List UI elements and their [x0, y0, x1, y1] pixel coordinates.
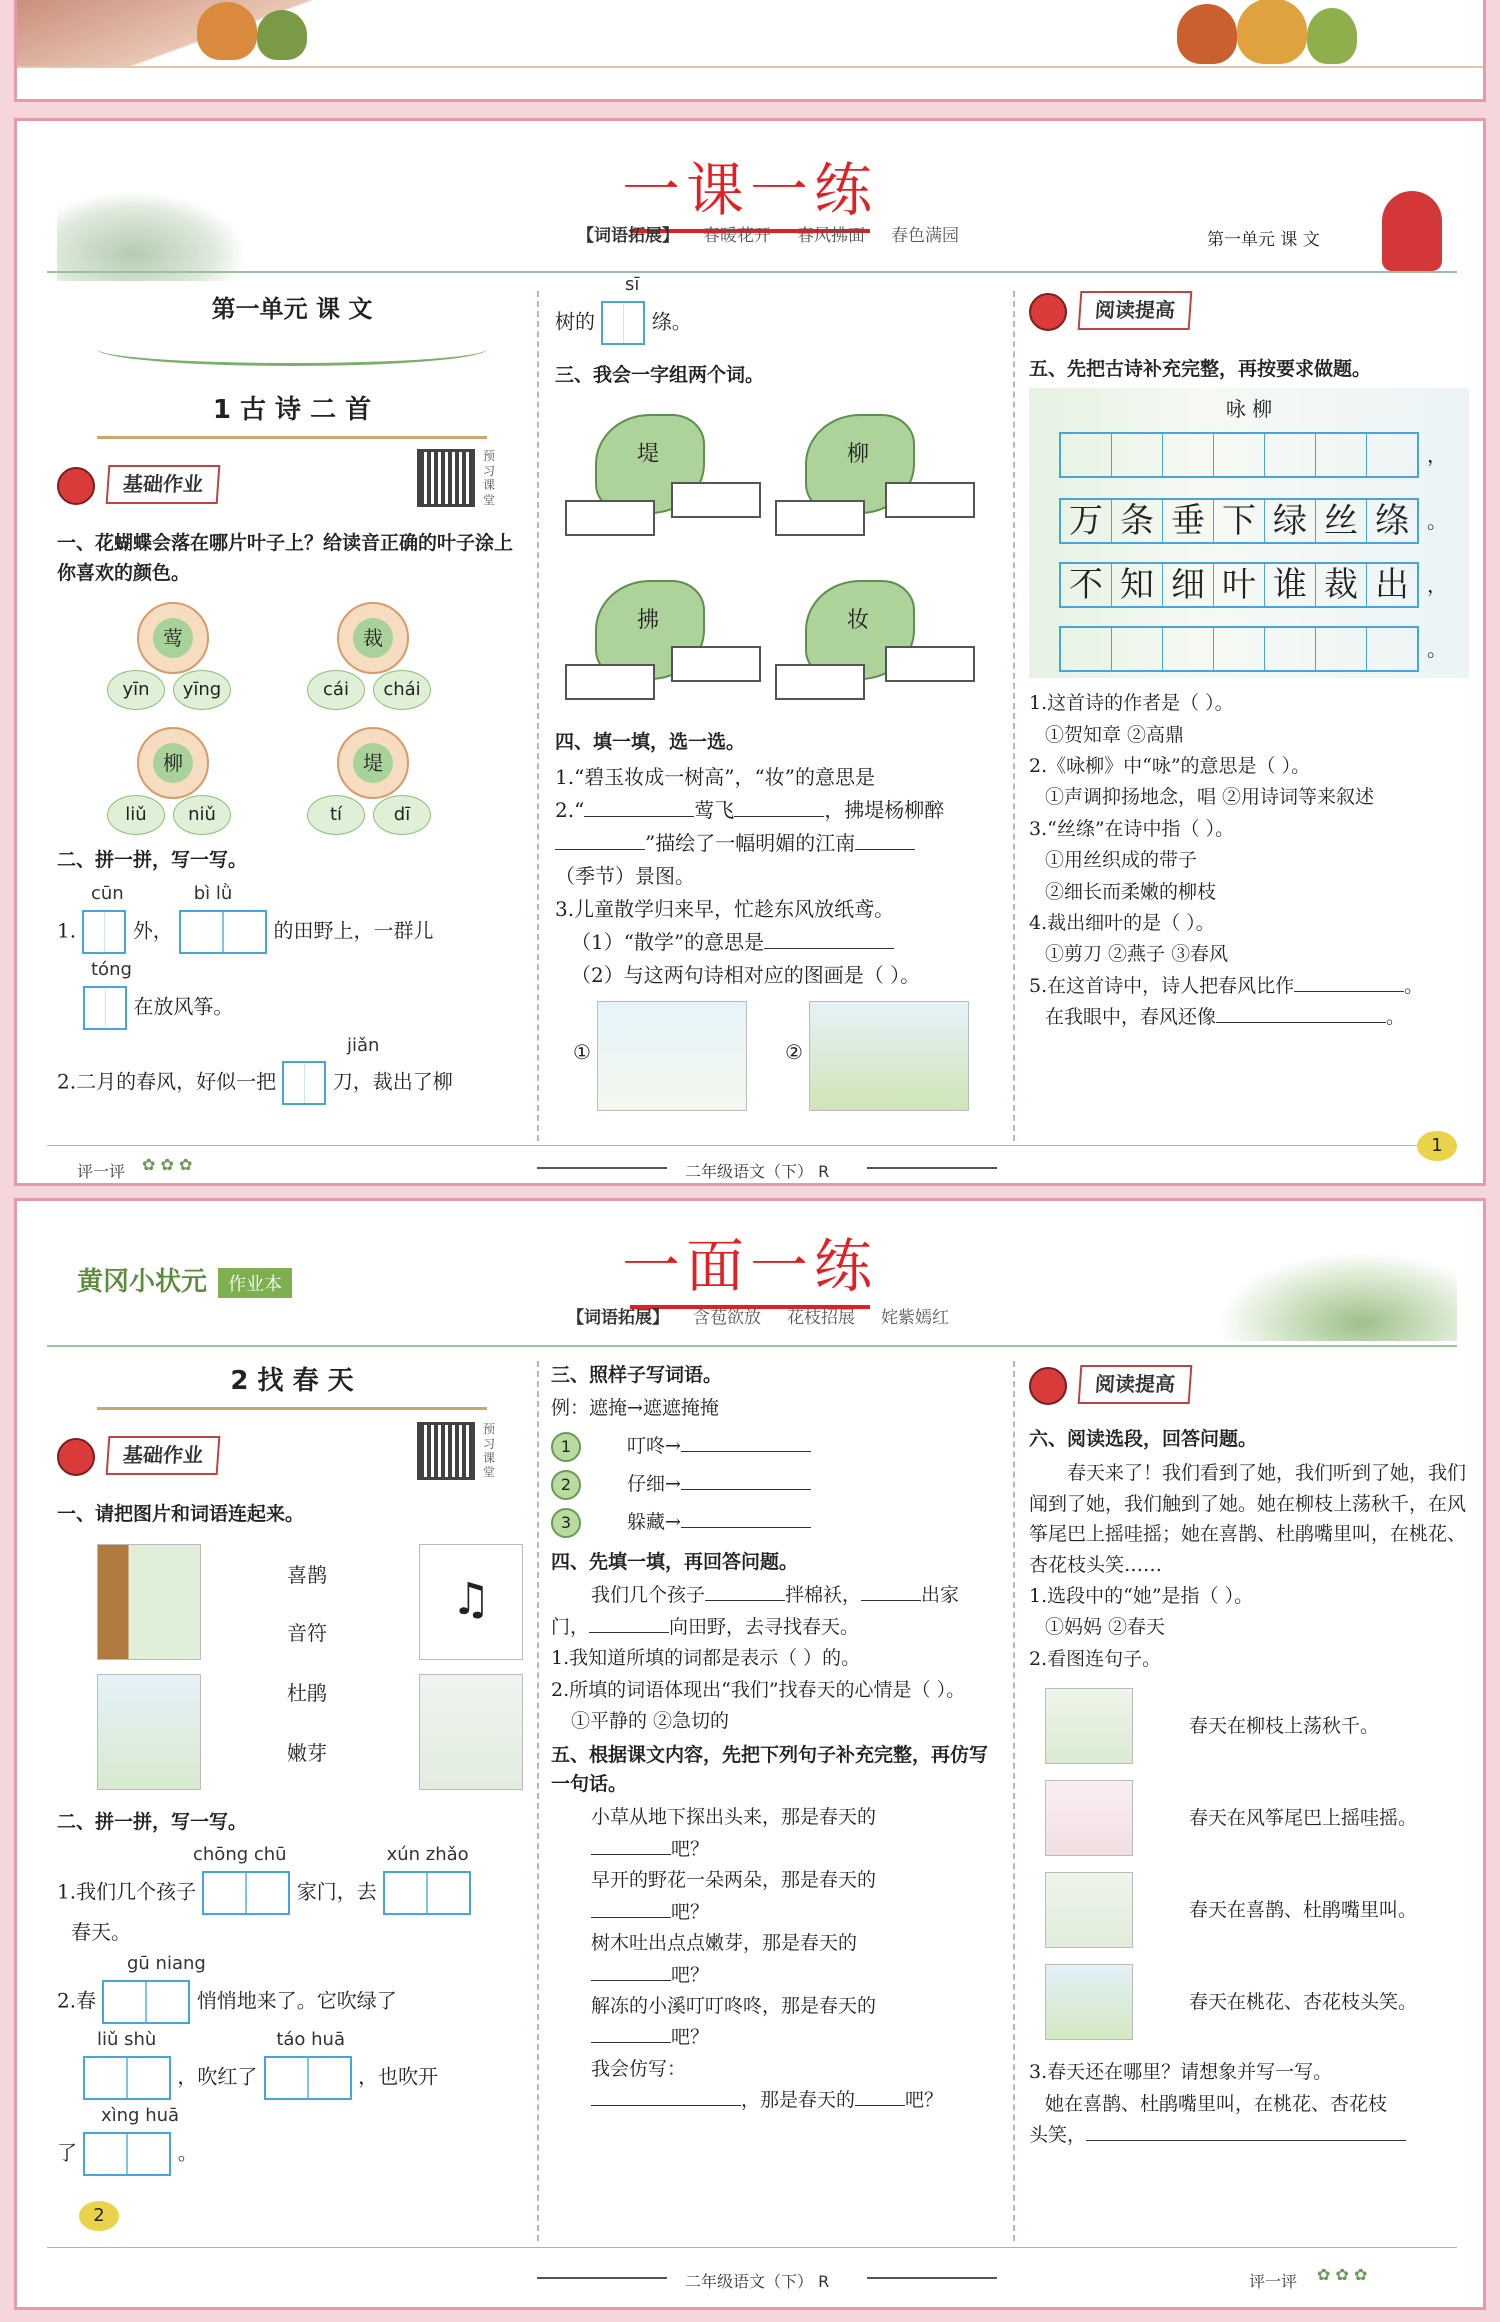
- word-box[interactable]: [885, 646, 975, 682]
- reading-badge: 阅读提高: [1078, 1365, 1193, 1404]
- question-5: 五、根据课文内容，先把下列句子补充完整，再仿写一句话。: [551, 1743, 989, 1795]
- sentence-line: 早开的野花一朵两朵，那是春天的: [591, 1869, 877, 1892]
- answer-box[interactable]: [179, 910, 267, 954]
- reading-options[interactable]: ①用丝织成的带子: [1045, 849, 1198, 872]
- magpie-branch-picture[interactable]: [1045, 1688, 1133, 1764]
- word-item[interactable]: 喜鹊: [287, 1562, 327, 1587]
- reading-q: 1.选段中的“她”是指（ ）。: [1029, 1585, 1254, 1607]
- footer-divider: [47, 1145, 1457, 1146]
- reading-passage: 春天来了！我们看到了她，我们听到了她，我们闻到了她，我们触到了她。她在柳枝上荡秋千，在风筝尾巴上摇哇摇；她在喜鹊、杜鹃嘴里叫，在桃花、杏花枝头笑……: [1029, 1462, 1467, 1576]
- answer-box[interactable]: [383, 1871, 471, 1915]
- question-3: 三、我会一字组两个词。: [555, 363, 765, 386]
- qr-label: 预习课堂: [483, 449, 496, 507]
- mascot-icon: [57, 467, 95, 505]
- footer-divider: [47, 2247, 1457, 2248]
- example: 例：遮掩→遮遮掩掩: [551, 1397, 719, 1420]
- answer-box[interactable]: [202, 1871, 290, 1915]
- rating-label: 评一评: [77, 1162, 126, 1181]
- top-strip: [14, 0, 1486, 102]
- pinyin-row: tóng: [91, 958, 132, 980]
- sentence-item[interactable]: 春天在桃花、杏花枝头笑。: [1189, 1991, 1418, 2014]
- reading-q: 5.在这首诗中，诗人把春风比作 。: [1029, 974, 1424, 997]
- reading-options[interactable]: ①剪刀 ②燕子 ③春风: [1045, 943, 1229, 966]
- sentence-line: 吧？: [591, 1835, 1001, 1864]
- column-divider: [537, 291, 539, 1141]
- option-label[interactable]: ②: [785, 1039, 803, 1064]
- rating-label: 评一评: [1249, 2272, 1298, 2291]
- reading-options[interactable]: ①贺知章 ②高鼎: [1045, 723, 1185, 746]
- column-divider: [1013, 291, 1015, 1141]
- worksheet-title: 一面一练: [17, 1219, 1483, 1309]
- picture-sentence-matching: [1029, 1676, 1469, 2056]
- fill-line: 2.二月的春风，好似一把 刀，裁出了柳: [57, 1061, 527, 1105]
- brand-name: 黄冈小状元: [77, 1267, 208, 1297]
- tree-illustration: [1237, 0, 1307, 64]
- mascot-icon: [57, 1438, 95, 1476]
- lesson-heading: 1 古 诗 二 首: [212, 395, 372, 426]
- poem-line-row: 万 条 垂 下 绿 丝 绦: [1059, 498, 1419, 544]
- vine-decoration: [97, 332, 487, 366]
- option-label[interactable]: ①: [573, 1039, 591, 1064]
- basic-homework-row: [57, 449, 527, 525]
- word-box[interactable]: [565, 500, 655, 536]
- fill-line: ，吹红了 ，也吹开: [57, 2056, 527, 2100]
- kids-kite-picture: [809, 1001, 969, 1111]
- reading-q: 在我眼中，春风还像 。: [1045, 1005, 1406, 1028]
- header-divider: [47, 1345, 1457, 1347]
- word-item[interactable]: 音符: [287, 1620, 327, 1645]
- lesson-underline: [97, 436, 487, 439]
- qr-code-icon[interactable]: [417, 449, 475, 507]
- word-item: 1 叮咚→: [551, 1432, 1001, 1462]
- flower-item[interactable]: 堤 tí dī: [317, 727, 427, 817]
- word-item: 2 仔细→: [551, 1470, 1001, 1500]
- reading-options[interactable]: ①妈妈 ②春天: [1045, 1616, 1166, 1639]
- willow-picture[interactable]: [1045, 1872, 1133, 1948]
- pinyin-row: gū niang: [127, 1953, 206, 1975]
- pinyin-row: liǔ shù táo huā: [97, 2028, 345, 2050]
- sentence-line: 吧？: [591, 1961, 1001, 1990]
- question-3: 三、照样子写词语。: [551, 1364, 723, 1386]
- brand-sub: 作业本: [218, 1268, 292, 1298]
- matching-area: [57, 1534, 527, 1804]
- reading-answer: 头笑，: [1029, 2121, 1469, 2150]
- pinyin-row: cūn bì lǜ: [91, 882, 233, 904]
- footer-line: [867, 1167, 997, 1169]
- cuckoo-picture[interactable]: [419, 1674, 523, 1790]
- fill-line: 1.“碧玉妆成一树高”，“妆”的意思是: [555, 764, 875, 789]
- footer-grade: 二年级语文（下） R: [685, 2272, 830, 2291]
- question-2: 二、拼一拼，写一写。: [57, 1810, 248, 1833]
- fill-line: （2）与这两句诗相对应的图画是（ ）。: [571, 962, 921, 987]
- fill-line: 1.我们几个孩子 家门，去: [57, 1871, 527, 1915]
- fill-line: 1. 外， 的田野上，一群儿: [57, 910, 527, 954]
- sentence-line: 小草从地下探出头来，那是春天的: [591, 1806, 877, 1829]
- answer-box[interactable]: [83, 2056, 171, 2100]
- sentence-line: 树木吐出点点嫩芽，那是春天的: [591, 1932, 858, 1955]
- worksheet-one-lesson: [14, 118, 1486, 1186]
- qr-label: 预习课堂: [483, 1422, 496, 1480]
- fill-line: 树的 绦。: [555, 301, 1005, 345]
- reading-answer: 她在喜鹊、杜鹃嘴里叫，在桃花、杏花枝: [1045, 2092, 1388, 2115]
- reading-q: 3.春天还在哪里？请想象并写一写。: [1029, 2061, 1333, 2084]
- worksheet-title: 一课一练: [17, 143, 1483, 233]
- leaf-item: 妆: [805, 580, 925, 690]
- answer-box[interactable]: [102, 1980, 190, 2024]
- basic-homework-badge: 基础作业: [106, 465, 221, 504]
- pinyin-row: sī: [625, 274, 640, 295]
- reading-options[interactable]: ①声调抑扬地念，唱 ②用诗词等来叙述: [1045, 786, 1375, 809]
- column-left: [57, 1361, 527, 2178]
- fill-line: 2.“ 莺飞 ，拂堤杨柳醉: [555, 797, 945, 822]
- question-2: 二、拼一拼，写一写。: [57, 849, 248, 872]
- reading-q: 2.《咏柳》中“咏”的意思是（ ）。: [1029, 755, 1311, 778]
- question-1: 一、请把图片和词语连起来。: [57, 1503, 305, 1526]
- word-item[interactable]: 杜鹃: [287, 1680, 327, 1705]
- word-box[interactable]: [775, 500, 865, 536]
- music-notes-picture[interactable]: ♫: [419, 1544, 523, 1660]
- poem-blank-row[interactable]: [1059, 432, 1419, 478]
- answer-box[interactable]: [264, 2056, 352, 2100]
- word-box[interactable]: [565, 664, 655, 700]
- word-extension: 【词语拓展】 春暖花开 春风拂面 春色满园: [577, 226, 959, 246]
- question-6: 六、阅读选段，回答问题。: [1029, 1428, 1258, 1450]
- fill-line: ”描绘了一幅明媚的江南: [555, 828, 1005, 859]
- tree-illustration: [1177, 4, 1237, 64]
- sentence-item[interactable]: 春天在喜鹊、杜鹃嘴里叫。: [1189, 1899, 1418, 1922]
- word-item[interactable]: 嫩芽: [287, 1740, 327, 1765]
- footer-line: [537, 1167, 667, 1169]
- divider: [17, 66, 1483, 68]
- flower-item[interactable]: 柳 liǔ niǔ: [117, 727, 227, 817]
- qr-code-icon[interactable]: [417, 1422, 475, 1480]
- question-5: 五、先把古诗补充完整，再按要求做题。: [1029, 358, 1372, 380]
- word-extension: 【词语拓展】 含苞欲放 花枝招展 姹紫嫣红: [567, 1308, 949, 1328]
- reading-badge: 阅读提高: [1078, 291, 1193, 330]
- poem-block: [1029, 388, 1469, 678]
- reading-q: 4.裁出细叶的是（ ）。: [1029, 911, 1215, 934]
- question-line: 1.我知道所填的词都是表示（ ）的。: [551, 1647, 861, 1670]
- reading-q: 1.这首诗的作者是（ ）。: [1029, 692, 1234, 715]
- question-line: 2.所填的词语体现出“我们”找春天的心情是（ ）。: [551, 1678, 966, 1701]
- magpie-picture[interactable]: [97, 1674, 201, 1790]
- footer-line: [537, 2277, 667, 2279]
- passage-line: 我们几个孩子 拌棉袄， 出家: [591, 1584, 960, 1607]
- unit-title: 第一单元 课 文: [211, 295, 373, 323]
- reading-q: 2.看图连句子。: [1029, 1647, 1162, 1670]
- question-4: 四、填一填，选一选。: [555, 731, 746, 754]
- footer-grade: 二年级语文（下） R: [685, 1162, 830, 1181]
- options-line[interactable]: ①平静的 ②急切的: [571, 1710, 730, 1733]
- mascot-icon: [1029, 293, 1067, 331]
- basic-homework-row: [57, 1422, 527, 1496]
- fill-line: 2.春 悄悄地来了。它吹绿了: [57, 1980, 527, 2024]
- passage-line: 门， 向田野，去寻找春天。: [551, 1615, 860, 1638]
- word-item: 3 躲藏→: [551, 1508, 1001, 1538]
- page-number: 2: [79, 2201, 119, 2231]
- reading-options[interactable]: ②细长而柔嫩的柳枝: [1045, 880, 1217, 903]
- column-right: [1029, 1365, 1469, 2153]
- word-box[interactable]: [671, 646, 761, 682]
- reading-header: [1029, 291, 1469, 351]
- mascot-icon: [1029, 1367, 1067, 1405]
- landscape-illustration: [1217, 1251, 1457, 1341]
- pinyin-row: jiǎn: [347, 1034, 380, 1056]
- tree-illustration: [257, 10, 307, 60]
- rating-icons[interactable]: ✿ ✿ ✿: [1317, 2265, 1368, 2284]
- brand-logo: [77, 1261, 292, 1298]
- reading-questions: [1029, 688, 1469, 1033]
- sentence-item[interactable]: 春天在柳枝上荡秋千。: [1189, 1715, 1380, 1738]
- picture-options: [555, 993, 1005, 1113]
- number-badge-icon: 1: [551, 1432, 581, 1462]
- poem-line-row: 不 知 细 叶 谁 裁 出: [1059, 562, 1419, 608]
- sentence-line: ，那是春天的 吧？: [591, 2086, 1001, 2115]
- column-middle: [551, 1357, 1001, 2118]
- leaf-item: 柳: [805, 414, 925, 524]
- unit-header: 第一单元 课 文: [1207, 230, 1320, 250]
- column-right: [1029, 291, 1469, 1033]
- word-box[interactable]: [775, 664, 865, 700]
- sentence-completion: [551, 1803, 1001, 2115]
- sentence-line: 吧？: [591, 1898, 1001, 1927]
- column-divider: [1013, 1361, 1015, 2241]
- page-number: 1: [1417, 1131, 1457, 1161]
- number-badge-icon: 3: [551, 1508, 581, 1538]
- punctuation: 。: [1427, 637, 1447, 662]
- mascot-icon: [1382, 191, 1442, 271]
- fill-line: 在放风筝。: [57, 986, 527, 1030]
- punctuation: ，: [1427, 573, 1447, 598]
- footer-line: [867, 2277, 997, 2279]
- column-divider: [537, 1361, 539, 2241]
- reading-q: 3.“丝绦”在诗中指（ ）。: [1029, 817, 1235, 840]
- answer-box[interactable]: [83, 986, 127, 1030]
- reading-header: [1029, 1365, 1469, 1421]
- basic-homework-badge: 基础作业: [106, 1436, 221, 1475]
- flower-item[interactable]: 裁 cái chái: [317, 602, 427, 692]
- punctuation: 。: [1427, 509, 1447, 534]
- fill-line: 3.儿童散学归来早，忙趁东风放纸鸢。: [555, 896, 895, 921]
- fill-line: （1）“散学”的意思是: [555, 927, 1005, 958]
- answer-box[interactable]: [601, 301, 645, 345]
- willow-lake-picture: [597, 1001, 747, 1111]
- sentence-item[interactable]: 春天在风筝尾巴上摇哇摇。: [1189, 1807, 1418, 1830]
- answer-box[interactable]: [82, 910, 126, 954]
- sentence-line: 解冻的小溪叮叮咚咚，那是春天的: [591, 1995, 877, 2017]
- word-box[interactable]: [671, 482, 761, 518]
- peach-blossom-picture[interactable]: [1045, 1780, 1133, 1856]
- answer-box[interactable]: [83, 2132, 171, 2176]
- question-4: 四、先填一填，再回答问题。: [551, 1550, 799, 1573]
- landscape-illustration: [57, 191, 247, 281]
- fill-line: 了 。: [57, 2132, 527, 2176]
- number-badge-icon: 2: [551, 1470, 581, 1500]
- flower-item[interactable]: 莺 yīn yīng: [117, 602, 227, 692]
- leaf-item: 堤: [595, 414, 715, 524]
- poem-title: 咏 柳: [1225, 397, 1273, 422]
- question-1: 一、花蝴蝶会落在哪片叶子上？给读音正确的叶子涂上你喜欢的颜色。: [57, 532, 514, 584]
- leaf-item: 拂: [595, 580, 715, 690]
- punctuation: ，: [1427, 443, 1447, 468]
- answer-box[interactable]: [282, 1061, 326, 1105]
- kite-picture[interactable]: [1045, 1964, 1133, 2040]
- flower-grid: [57, 592, 527, 842]
- word-box[interactable]: [885, 482, 975, 518]
- fill-line: 春天。: [71, 1920, 131, 1945]
- lesson-heading: 2 找 春 天: [230, 1366, 354, 1396]
- rating-icons[interactable]: ✿ ✿ ✿: [142, 1155, 193, 1174]
- column-left: [57, 291, 527, 1107]
- sentence-line: 吧？: [591, 2023, 1001, 2052]
- leaf-grid: [555, 394, 1005, 724]
- tree-bud-picture[interactable]: [97, 1544, 201, 1660]
- lesson-underline: [97, 1407, 487, 1410]
- column-middle: [555, 271, 1005, 1113]
- tree-illustration: [1307, 8, 1357, 64]
- tree-illustration: [197, 2, 257, 60]
- worksheet-one-page: [14, 1198, 1486, 2310]
- pinyin-row: xìng huā: [101, 2104, 180, 2126]
- pinyin-row: chōng chū xún zhǎo: [193, 1844, 469, 1866]
- poem-blank-row[interactable]: [1059, 626, 1419, 672]
- fill-line: （季节）景图。: [555, 863, 695, 888]
- sentence-line: 我会仿写：: [591, 2057, 687, 2080]
